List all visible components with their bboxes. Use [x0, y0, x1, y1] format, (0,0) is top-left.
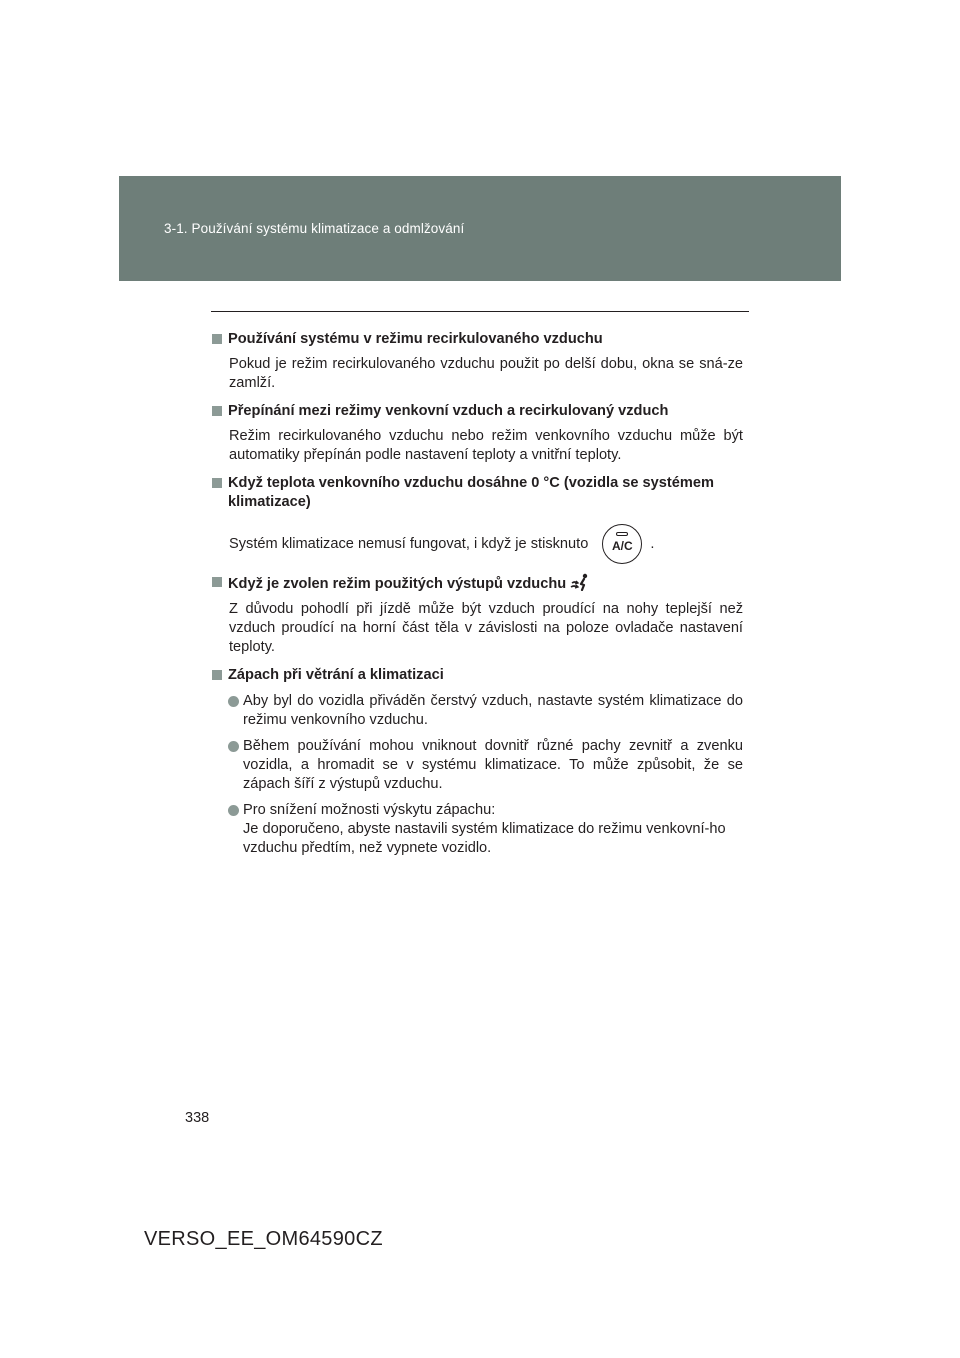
- section-title: 3-1. Používání systému klimatizace a odmlžování: [164, 221, 465, 236]
- page-number: 338: [185, 1110, 210, 1126]
- square-bullet-icon: [212, 670, 222, 680]
- section-heading: Když je zvolen režim použitých výstupů vzduchu: [211, 573, 743, 594]
- section-mode-switching: [211, 402, 743, 465]
- round-bullet-icon: [228, 741, 239, 752]
- square-bullet-icon: [212, 406, 222, 416]
- section-text: Pokud je režim recirkulovaného vzduchu použit po delší dobu, okna se sná-ze zamlží.: [229, 356, 743, 391]
- document-code: VERSO_EE_OM64590CZ: [144, 1228, 383, 1250]
- list-item: Aby byl do vozidla přiváděn čerstvý vzduch, nastavte systém klimatizace do režimu venkovního vzduchu.: [211, 692, 743, 730]
- section-text: Režim recirkulovaného vzduchu nebo režim venkovního vzduchu může být automatiky přepínán podle nastavení teploty a vnitřní teploty.: [229, 428, 743, 463]
- round-bullet-icon: [228, 805, 239, 816]
- indicator-led-icon: [616, 532, 628, 536]
- section-recirculation: [211, 330, 743, 393]
- section-heading: Zápach při větrání a klimatizaci: [211, 666, 743, 685]
- square-bullet-icon: [212, 577, 222, 587]
- page-content: [211, 330, 743, 867]
- ac-button-label: A/C: [611, 539, 633, 553]
- section-vent-mode: [211, 573, 743, 657]
- divider: [211, 311, 749, 312]
- section-low-temperature: [211, 474, 743, 564]
- section-heading: Když teplota venkovního vzduchu dosáhne 0 °C (vozidla se systémem klimatizace): [211, 474, 743, 512]
- square-bullet-icon: [212, 478, 222, 488]
- section-odor: [211, 666, 743, 858]
- list-item: Během používání mohou vniknout dovnitř různé pachy zevnitř a zvenku vozidla, a hromadit se v systému klimatizace. To může způsobit, že se zápach šíří z výstupů vzduchu.: [211, 737, 743, 794]
- section-text-end: .: [650, 535, 655, 552]
- section-heading: Přepínání mezi režimy venkovní vzduch a recirkulovaný vzduch: [211, 402, 743, 421]
- ac-button-icon: [602, 524, 642, 564]
- section-text: Z důvodu pohodlí při jízdě může být vzduch proudící na nohy teplejší než vzduch proudící na horní část těla v závislosti na poloze ovladače nastavení teploty.: [229, 601, 743, 655]
- ac-sentence: [211, 524, 743, 564]
- section-text: Systém klimatizace nemusí fungovat, i když je stisknuto: [229, 535, 589, 552]
- square-bullet-icon: [212, 334, 222, 344]
- round-bullet-icon: [228, 696, 239, 707]
- foot-vent-icon: [570, 573, 590, 591]
- section-heading: Používání systému v režimu recirkulovaného vzduchu: [211, 330, 743, 349]
- list-item: Pro snížení možnosti výskytu zápachu: Je doporučeno, abyste nastavili systém klimatizace do režimu venkovní-ho vzduchu předtím, než vypnete vozidlo.: [211, 801, 743, 858]
